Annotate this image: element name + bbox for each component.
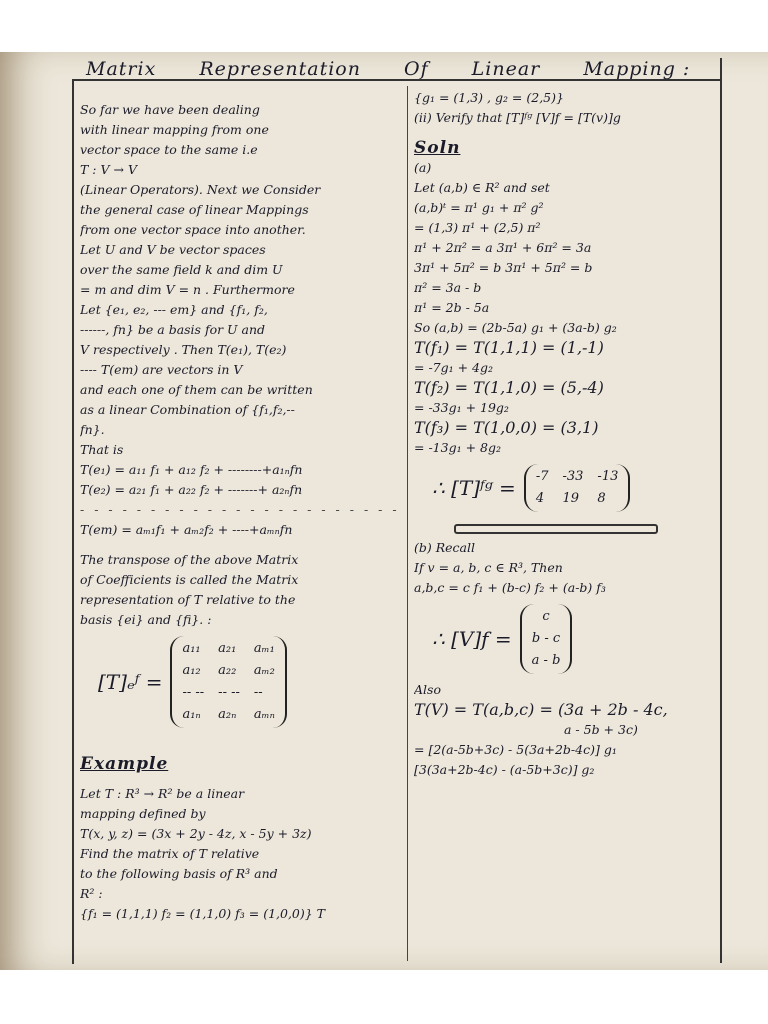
note-line: (ii) Verify that [T]ᶠᵍ [V]f = [T(v)]g — [414, 110, 621, 125]
equation-line: T(e₁) = a₁₁ f₁ + a₁₂ f₂ + --------+a₁ₙfn — [80, 462, 303, 477]
matrix-cell: a₂ₙ — [218, 707, 237, 722]
result-matrix — [524, 464, 631, 512]
note-line: Let (a,b) ∈ R² and set — [414, 180, 550, 195]
note-line: = m and dim V = n . Furthermore — [80, 282, 295, 297]
note-line: a,b,c = c f₁ + (b-c) f₂ + (a-b) f₃ — [414, 580, 606, 595]
note-line: Let {e₁, e₂, --- em} and {f₁, f₂, — [80, 302, 268, 317]
note-line: 3π¹ + 5π² = b 3π¹ + 5π² = b — [414, 260, 593, 275]
note-line: V respectively . Then T(e₁), T(e₂) — [80, 342, 287, 357]
matrix-cell: a₁₁ — [182, 641, 201, 656]
matrix-cell: 4 — [535, 491, 545, 506]
column-vector — [520, 604, 573, 674]
note-line: ---- T(em) are vectors in V — [80, 362, 243, 377]
coefficient-matrix — [170, 636, 286, 728]
matrix-cell: -- -- — [182, 685, 205, 700]
note-line: with linear mapping from one — [80, 122, 269, 137]
vector-cell: a - b — [531, 653, 561, 668]
note-line: T(f₃) = T(1,0,0) = (3,1) — [414, 418, 599, 437]
note-line: T : V → V — [80, 162, 137, 177]
matrix-cell: 8 — [597, 491, 606, 506]
matrix-label: [T]ₑᶠ = — [98, 670, 163, 694]
note-line: Let U and V be vector spaces — [80, 242, 266, 257]
matrix-representation — [98, 636, 287, 728]
note-line: T(V) = T(a,b,c) = (3a + 2b - 4c, — [414, 700, 668, 719]
matrix-cell: aₘ₁ — [253, 641, 275, 656]
note-line: {f₁ = (1,1,1) f₂ = (1,1,0) f₃ = (1,0,0)} T — [80, 906, 326, 921]
note-line: π² = 3a - b — [414, 280, 482, 295]
note-line: = [2(a-5b+3c) - 5(3a+2b-4c)] g₁ — [414, 742, 617, 757]
note-line: π¹ + 2π² = a 3π¹ + 6π² = 3a — [414, 240, 592, 255]
note-line: vector space to the same i.e — [80, 142, 258, 157]
matrix-cell: a₂₁ — [218, 641, 237, 656]
title-word: Representation — [199, 58, 361, 80]
note-line: If v = a, b, c ∈ R³, Then — [414, 560, 563, 575]
note-line: to the following basis of R³ and — [80, 866, 278, 881]
matrix-cell: a₂₂ — [218, 663, 237, 678]
matrix-cell: -33 — [562, 469, 584, 484]
matrix-cell: -- — [253, 685, 263, 700]
note-line: Find the matrix of T relative — [80, 846, 260, 861]
note-line: ------, fn} be a basis for U and — [80, 322, 266, 337]
matrix-result — [432, 464, 630, 512]
example-heading: Example — [80, 754, 169, 774]
note-line: The transpose of the above Matrix — [80, 552, 299, 567]
note-line: a - 5b + 3c) — [564, 722, 638, 737]
note-line: mapping defined by — [80, 806, 206, 821]
matrix-cell: a₁ₙ — [182, 707, 201, 722]
note-line: fn}. — [80, 422, 105, 437]
left-column — [80, 100, 402, 924]
matrix-cell: aₘ₂ — [253, 663, 275, 678]
note-line: of Coefficients is called the Matrix — [80, 572, 299, 587]
note-line: Let T : R³ → R² be a linear — [80, 786, 245, 801]
vector-label: ∴ [V]f = — [432, 627, 512, 651]
note-line: (a,b)ᵗ = π¹ g₁ + π² g² — [414, 200, 544, 215]
note-line: T(f₂) = T(1,1,0) = (5,-4) — [414, 378, 604, 397]
title-word: Mapping : — [583, 58, 691, 80]
equation-separator: - - - - - - - - - - - - - - - - - - - - - - - — [80, 502, 400, 517]
note-line: from one vector space into another. — [80, 222, 306, 237]
note-line: T(x, y, z) = (3x + 2y - 4z, x - 5y + 3z) — [80, 826, 312, 841]
note-line: and each one of them can be written — [80, 382, 313, 397]
note-line: = (1,3) π¹ + (2,5) π² — [414, 220, 541, 235]
note-line: = -7g₁ + 4g₂ — [414, 360, 494, 375]
note-line: = -13g₁ + 8g₂ — [414, 440, 501, 455]
right-column — [414, 88, 714, 780]
scan-top-margin — [0, 0, 768, 52]
title-word: Linear — [471, 58, 541, 80]
title-word: Of — [404, 58, 429, 80]
matrix-cell: -- -- — [218, 685, 240, 700]
title-word: Matrix — [86, 58, 157, 80]
note-line: R² : — [80, 886, 103, 901]
page-frame-right — [720, 58, 722, 963]
vector-cell: b - c — [531, 631, 561, 646]
matrix-cell: a₁₂ — [182, 663, 201, 678]
coordinate-vector — [432, 604, 572, 674]
note-line: over the same field k and dim U — [80, 262, 283, 277]
matrix-cell: -13 — [597, 469, 619, 484]
note-line: So far we have been dealing — [80, 102, 260, 117]
note-line: That is — [80, 442, 124, 457]
note-line: (b) Recall — [414, 540, 475, 555]
solution-heading: Soln — [414, 138, 461, 158]
note-line: (Linear Operators). Next we Consider — [80, 182, 321, 197]
page-title — [86, 58, 716, 80]
matrix-cell: 19 — [562, 491, 580, 506]
matrix-cell: -7 — [535, 469, 549, 484]
note-line: π¹ = 2b - 5a — [414, 300, 490, 315]
column-divider — [407, 86, 408, 961]
note-line: basis {ei} and {fi}. : — [80, 612, 212, 627]
scan-bottom-margin — [0, 970, 768, 1024]
note-line: [3(3a+2b-4c) - (a-5b+3c)] g₂ — [414, 762, 595, 777]
note-line: (a) — [414, 160, 432, 175]
equation-line: T(em) = aₘ₁f₁ + aₘ₂f₂ + ----+aₘₙfn — [80, 522, 293, 537]
note-line: as a linear Combination of {f₁,f₂,-- — [80, 402, 295, 417]
note-line: the general case of linear Mappings — [80, 202, 309, 217]
note-line: T(f₁) = T(1,1,1) = (1,-1) — [414, 338, 604, 357]
note-line: {g₁ = (1,3) , g₂ = (2,5)} — [414, 90, 564, 105]
result-underline — [454, 524, 658, 534]
matrix-cell: aₘₙ — [253, 707, 275, 722]
vector-cell: c — [542, 609, 550, 624]
note-line: = -33g₁ + 19g₂ — [414, 400, 509, 415]
note-line: representation of T relative to the — [80, 592, 296, 607]
matrix-label: ∴ [T]ᶠᵍ = — [432, 476, 516, 500]
equation-line: T(e₂) = a₂₁ f₁ + a₂₂ f₂ + -------+ a₂ₙfn — [80, 482, 303, 497]
page-frame-left — [72, 79, 74, 964]
note-line: Also — [414, 682, 441, 697]
note-line: So (a,b) = (2b-5a) g₁ + (3a-b) g₂ — [414, 320, 617, 335]
